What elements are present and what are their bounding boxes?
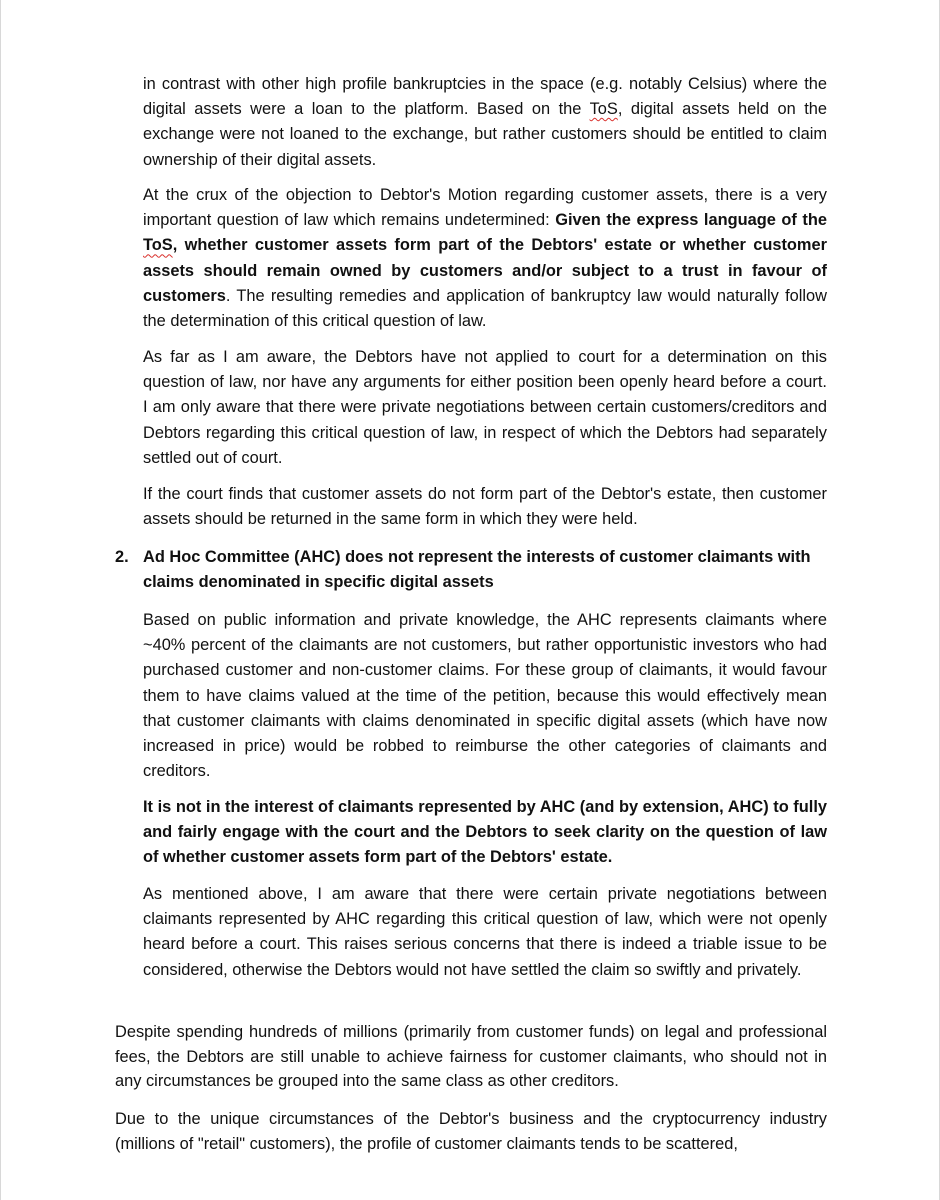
bold-text: , whether customer assets form part of the Debtors' estate or whether customer assets should remain owned by customers and/or subject to a trust in favour of customers bbox=[143, 236, 827, 305]
paragraph-private-negotiations: As mentioned above, I am aware that there were certain private negotiations between claimants represented by AHC regarding this critical question of law, which were not openly heard before a court. This raises serious concerns that there is indeed a triable issue to be considered, otherwise the Debtors would not have settled the claim so swiftly and privately. bbox=[143, 885, 827, 979]
tos-term: ToS bbox=[589, 100, 618, 119]
paragraph-no-determination: As far as I am aware, the Debtors have not applied to court for a determination on this question of law, nor have any arguments for either position been openly heard before a court. I am only aware that there were private negotiations between certain customers/creditors and Debtors regarding this critical question of law, in respect of which the Debtors had separately settled out of court. bbox=[143, 348, 827, 467]
text-span: in contrast with other high profile bankruptcies in the space (e.g. notably Celsius) where the digital assets were a loan to the platform. Based on the bbox=[143, 75, 827, 119]
text-span: . The resulting remedies and application of bankruptcy law would naturally follow the determination of this critical question of law. bbox=[143, 286, 827, 331]
paragraph-legal-fees: Despite spending hundreds of millions (primarily from customer funds) on legal and professional fees, the Debtors are still unable to achieve fairness for customer claimants, who should not in any circumstances be grouped into the same class as other creditors. bbox=[115, 1023, 827, 1091]
paragraph-ahc-interest: It is not in the interest of claimants represented by AHC (and by extension, AHC) to fully and fairly engage with the court and the Debtors to seek clarity on the question of law of whether customer assets form part of the Debtors' estate. bbox=[143, 798, 827, 867]
section-number: 2. bbox=[115, 548, 129, 566]
section-title: Ad Hoc Committee (AHC) does not represent the interests of customer claimants with claims denominated in specific digital assets bbox=[143, 548, 811, 592]
tos-term: ToS bbox=[143, 236, 173, 255]
paragraph-question-of-law bbox=[143, 183, 827, 334]
paragraph-ahc-representation: Based on public information and private knowledge, the AHC represents claimants where ~40% percent of the claimants are not customers, but rather opportunistic investors who had purchased customer and non-customer claims. For these group of claimants, it would favour them to have claims valued at the time of the petition, because this would effectively mean that customer claimants with claims denominated in specific digital assets (which have now increased in price) would be robbed to reimburse the other categories of claimants and creditors. bbox=[143, 611, 827, 781]
paragraph-unique-circumstances: Due to the unique circumstances of the Debtor's business and the cryptocurrency industry (millions of "retail" customers), the profile of customer claimants tends to be scattered, bbox=[115, 1110, 827, 1153]
text-span: At the crux of the objection to Debtor's Motion regarding customer assets, there is a very important question of law which remains undetermined: bbox=[143, 186, 827, 230]
paragraph-ownership-context bbox=[143, 72, 827, 173]
bold-text: Given the express language of the bbox=[555, 211, 827, 230]
text-span: , digital assets held on the exchange were not loaned to the exchange, but rather customers should be entitled to claim ownership of their digital assets. bbox=[143, 100, 827, 169]
paragraph-return-assets: If the court finds that customer assets do not form part of the Debtor's estate, then customer assets should be returned in the same form in which they were held. bbox=[143, 485, 827, 529]
section-heading-2 bbox=[115, 545, 827, 595]
